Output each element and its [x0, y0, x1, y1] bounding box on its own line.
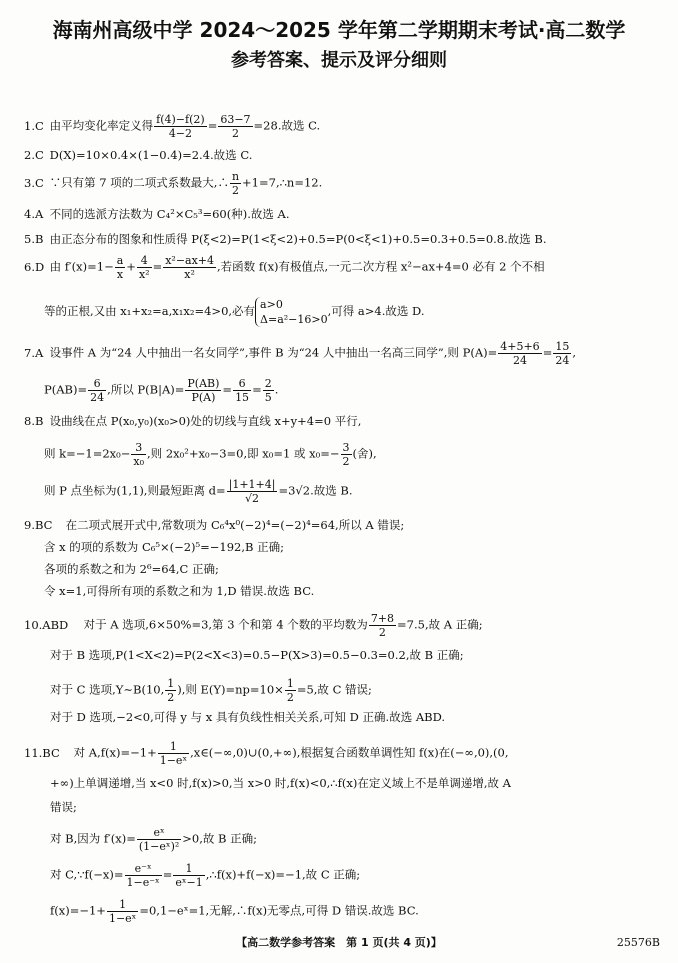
- fraction: $\frac{1}{2}$: [167, 677, 175, 704]
- answer-4: [24, 206, 664, 222]
- answer-text: 则 k=−1=2x₀−: [44, 446, 131, 461]
- fraction: $\frac{1}{\text{1−eˣ}}$: [159, 740, 188, 767]
- fraction: $\frac{6}{24}$: [90, 377, 105, 404]
- answer-number: 10.ABD: [24, 617, 69, 632]
- answer-number: 11.BC: [24, 745, 60, 760]
- answer-8-line-2: [44, 441, 664, 468]
- fraction: $\frac{3}{\text{x₀}}$: [133, 441, 145, 468]
- answer-text: =: [207, 118, 218, 133]
- fraction: $\frac{|1+1+4|}{√2}$: [228, 478, 276, 505]
- answer-text: f(x)=−1+: [50, 903, 106, 918]
- paper-code: 25576B: [616, 936, 660, 949]
- answer-text: =7.5,故 A 正确;: [397, 617, 483, 632]
- answer-7: 7.A 设事件 A 为“24 人中抽出一名女同学”,事件 B 为“24 人中抽出一名高三同学”,则 P(A)= $\frac{4+5+6}{24}$ = $\frac{15}{24}$ ,: [24, 340, 576, 367]
- answer-text: 由正态分布的图象和性质得 P(ξ<2)=P(1<ξ<2)+0.5=P(0<ξ<1)+0.5=0.3+0.5=0.8.故选 B.: [49, 232, 547, 246]
- fraction: $\frac{6}{15}$: [235, 377, 250, 404]
- answer-text: ∵只有第 7 项的二项式系数最大,∴: [49, 175, 229, 190]
- fraction: $\frac{f(4)-f(2)}{4-2}$: [156, 113, 205, 140]
- answer-text: 对于 A 选项,6×50%=3,第 3 个和第 4 个数的平均数为: [83, 617, 368, 632]
- answer-number: 3.C: [24, 175, 44, 190]
- fraction: $\frac{15}{24}$: [555, 340, 570, 367]
- fraction: $\frac{2}{5}$: [264, 377, 272, 404]
- answer-text: =3√2.故选 B.: [278, 483, 353, 498]
- answer-11-line-4: [50, 826, 664, 853]
- fraction: $\frac{P(AB)}{P(A)}$: [187, 377, 220, 404]
- fraction: $\frac{1}{\text{1−eˣ}}$: [108, 898, 137, 925]
- answer-text: =5,故 C 错误;: [296, 682, 372, 697]
- answer-11: [24, 740, 664, 767]
- inequality-system: a>0 Δ=a²−16>0: [255, 297, 328, 327]
- answer-number: 8.B: [24, 414, 44, 428]
- answer-9-line-2: 含 x 的项的系数为 C₆⁵×(−2)⁵=−192,B 正确;: [44, 540, 284, 554]
- answer-number: 5.B: [24, 232, 44, 246]
- answer-number: 4.A: [24, 207, 44, 221]
- answer-8: [24, 413, 664, 429]
- answer-text: 在二项式展开式中,常数项为 C₆⁴x⁰(−2)⁴=(−2)⁴=64,所以 A 错误;: [65, 518, 405, 532]
- answer-10-line-3: [50, 677, 664, 704]
- answer-text: 设曲线在点 P(x₀,y₀)(x₀>0)处的切线与直线 x+y+4=0 平行,: [49, 414, 362, 428]
- answer-11-line-5: 对 C,∵f(−x)= $\frac{\text{e⁻ˣ}}{\text{1−e⁻ˣ}}$ = $\frac{1}{\text{eˣ−1}}$ ,∴f(x)+f(−x)=−1,故 C 正确;: [50, 862, 361, 889]
- answer-7-line-2: P(AB)= $\frac{6}{24}$ ,所以 P(B|A)= $\frac{P(AB)}{P(A)}$ = $\frac{6}{15}$ = $\frac{2}{5}$ .: [44, 377, 279, 404]
- answer-10: [24, 612, 664, 639]
- fraction: $\frac{63-7}{2}$: [220, 113, 251, 140]
- answer-3: [24, 170, 664, 197]
- fraction: $\frac{\text{x²−ax+4}}{\text{x²}}$: [165, 254, 215, 281]
- answer-text: (舍),: [352, 446, 377, 461]
- page-title: 海南州高级中学 2024～2025 学年第二学期期末考试·高二数学: [52, 18, 626, 42]
- answer-number: 9.BC: [24, 518, 53, 532]
- answer-11-line-3: 错误;: [50, 800, 77, 814]
- answer-text: ,可得 a>4.故选 D.: [327, 304, 425, 318]
- answer-text: ,所以 P(B|A)=: [107, 382, 185, 397]
- fraction: $\frac{1}{2}$: [286, 677, 294, 704]
- answer-text: ),则 E(Y)=np=10×: [177, 682, 284, 697]
- answer-text: 对 A,f(x)=−1+: [73, 745, 157, 760]
- answer-9-line-4: 令 x=1,可得所有项的系数之和为 1,D 错误.故选 BC.: [44, 584, 315, 598]
- answer-11-line-6: [50, 898, 664, 925]
- answer-text: ,则 2x₀²+x₀−3=0,即 x₀=1 或 x₀=−: [147, 446, 340, 461]
- answer-number: 2.C: [24, 148, 44, 162]
- fraction: $\frac{4+5+6}{24}$: [500, 340, 540, 367]
- answer-text: D(X)=10×0.4×(1−0.4)=2.4.故选 C.: [49, 148, 253, 162]
- answer-number: 1.C: [24, 118, 44, 133]
- fraction: $\frac{n}{2}$: [231, 170, 240, 197]
- answer-1: [24, 113, 664, 140]
- answer-text: 设事件 A 为“24 人中抽出一名女同学”,事件 B 为“24 人中抽出一名高三同学”,则 P(A)=: [49, 345, 498, 360]
- answer-10-line-2: 对于 B 选项,P(1<X<2)=P(2<X<3)=0.5−P(X>3)=0.5−0.3=0.2,故 B 正确;: [50, 648, 464, 662]
- answer-text: 由平均变化率定义得: [49, 118, 154, 133]
- fraction: $\frac{\text{e⁻ˣ}}{\text{1−e⁻ˣ}}$: [126, 862, 160, 889]
- answer-11-line-2: +∞)上单调递增,当 x<0 时,f(x)>0,当 x>0 时,f(x)<0,∴f(x)在定义域上不是单调递增,故 A: [50, 776, 511, 790]
- fraction: $\frac{\text{eˣ}}{\text{(1−eˣ)²}}$: [138, 826, 180, 853]
- answer-text: =28.故选 C.: [253, 118, 321, 133]
- answer-number: 6.D: [24, 259, 45, 274]
- page-subtitle: 参考答案、提示及评分细则: [231, 50, 447, 71]
- answer-text: 对 B,因为 f′(x)=: [50, 831, 136, 846]
- answer-text: ,∴f(x)+f(−x)=−1,故 C 正确;: [205, 867, 361, 882]
- answer-text: =0,1−eˣ=1,无解,∴f(x)无零点,可得 D 错误.故选 BC.: [139, 903, 419, 918]
- answer-9: [24, 517, 664, 533]
- answer-text: 则 P 点坐标为(1,1),则最短距离 d=: [44, 483, 226, 498]
- answer-text: ,x∈(−∞,0)∪(0,+∞),根据复合函数单调性知 f(x)在(−∞,0),(0,: [190, 745, 509, 760]
- answer-8-line-3: [44, 478, 664, 505]
- answer-text: 等的正根,又由 x₁+x₂=a,x₁x₂=4>0,必有: [44, 304, 256, 318]
- fraction: $\frac{3}{2}$: [342, 441, 350, 468]
- answer-6-line-2: [44, 297, 664, 327]
- answer-text: 对 C,∵f(−x)=: [50, 867, 124, 882]
- fraction: $\frac{a}{x}$: [116, 254, 124, 281]
- answer-2: [24, 147, 664, 163]
- answer-text: 由 f′(x)=1−: [49, 259, 114, 274]
- answer-text: P(AB)=: [44, 382, 88, 397]
- fraction: $\frac{7+8}{2}$: [370, 612, 395, 639]
- page-footer: 【高二数学参考答案 第 1 页(共 4 页)】: [236, 936, 442, 949]
- answer-text: +1=7,∴n=12.: [242, 175, 323, 190]
- answer-text: (10,: [141, 682, 165, 697]
- answer-text: >0,故 B 正确;: [182, 831, 258, 846]
- answer-6: 6.D 由 f′(x)=1− $\frac{a}{x}$ + $\frac{4}{\text{x²}}$ = $\frac{\text{x²−ax+4}}{\text{x²}}$ ,若函数 f(x)有极值点,一元二次方程 x²−ax+4=0 必有 2 个不相: [24, 254, 545, 281]
- fraction: $\frac{1}{\text{eˣ−1}}$: [175, 862, 203, 889]
- answer-10-line-4: 对于 D 选项,−2<0,可得 y 与 x 具有负线性相关关系,可知 D 正确.故选 ABD.: [50, 710, 446, 724]
- answer-5: [24, 231, 664, 247]
- answer-text: 对于 C 选项,Y∼B: [50, 682, 142, 697]
- answer-text: 不同的选派方法数为 C₄²×C₅³=60(种).故选 A.: [49, 207, 290, 221]
- answer-9-line-3: 各项的系数之和为 2⁶=64,C 正确;: [44, 562, 219, 576]
- answer-text: ,若函数 f(x)有极值点,一元二次方程 x²−ax+4=0 必有 2 个不相: [217, 259, 545, 274]
- answer-number: 7.A: [24, 345, 44, 360]
- fraction: $\frac{4}{\text{x²}}$: [138, 254, 150, 281]
